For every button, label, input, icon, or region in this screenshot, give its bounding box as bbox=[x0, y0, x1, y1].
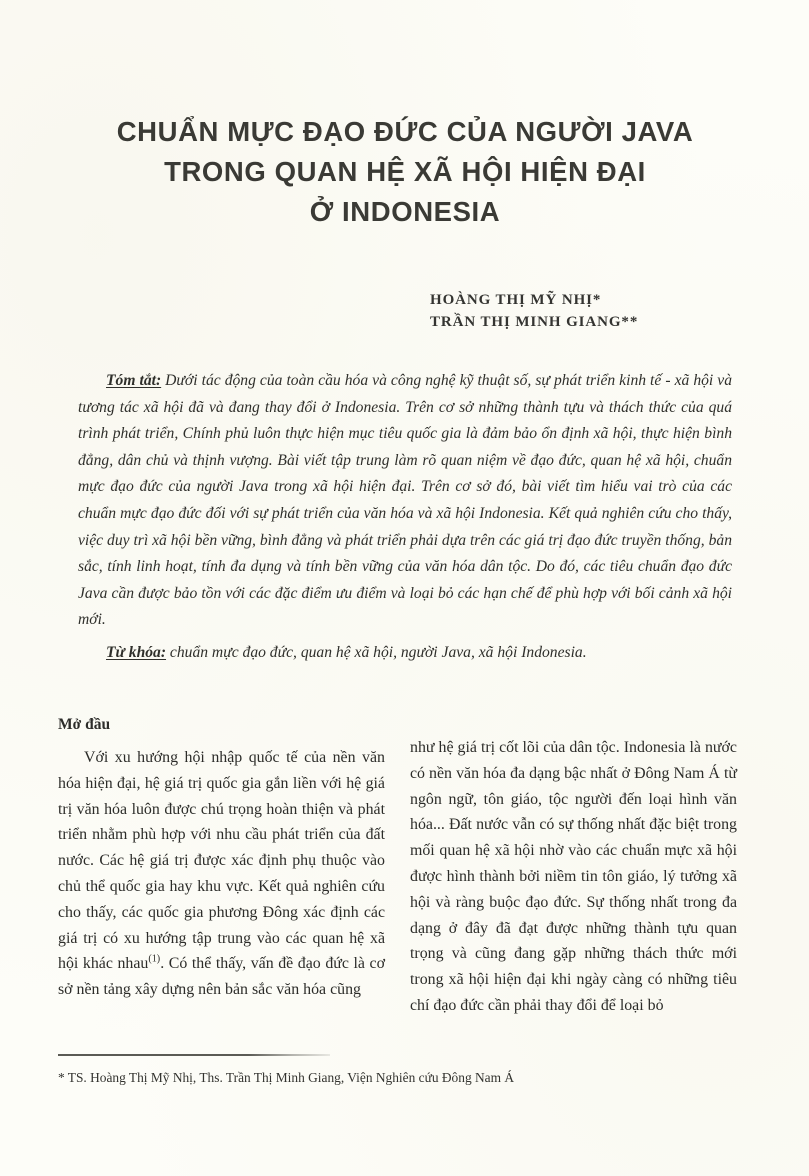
intro-text-part2: . Có thể thấy, vấn đề đạo đức là cơ sở nền tảng xây dựng nên bản sắc văn hóa cũng bbox=[58, 955, 385, 999]
body-column-right bbox=[410, 735, 737, 1019]
title-line-2: TRONG QUAN HỆ XÃ HỘI HIỆN ĐẠI bbox=[164, 156, 646, 187]
intro-paragraph-right: như hệ giá trị cốt lõi của dân tộc. Indonesia là nước có nền văn hóa đa dạng bậc nhất ở Đông Nam Á từ ngôn ngữ, tôn giáo, tộc người đến loại hình văn hóa... Đất nước vẫn có sự thống nhất đặc biệt trong mối quan hệ xã hội nhờ vào các chuẩn mực xã hội được hình thành bởi niềm tin tôn giáo, lý tưởng xã hội và ràng buộc đạo đức. Sự thống nhất trong đa dạng ở đây đã đạt được những thành tựu quan trọng và cũng đang gặp những thách thức mới trong xã hội hiện đại khi ngày càng có những tiêu chí đạo đức cần phải thay đổi để loại bỏ bbox=[410, 739, 737, 1014]
keywords-label: Từ khóa: bbox=[106, 644, 167, 661]
author-block bbox=[430, 289, 760, 333]
title-line-1: CHUẨN MỰC ĐẠO ĐỨC CỦA NGƯỜI JAVA bbox=[116, 116, 694, 147]
section-heading-intro: Mở đầu bbox=[58, 716, 111, 733]
citation-marker: (1) bbox=[148, 954, 161, 966]
author-name-2: TRẦN THỊ MINH GIANG** bbox=[430, 314, 639, 330]
intro-text-part1: Với xu hướng hội nhập quốc tế của nền văn hóa hiện đại, hệ giá trị quốc gia gắn liền với hệ giá trị văn hóa luôn được chú trọng hoàn thiện và phát triển nhằm phù hợp với nhu cầu phát triển của đất nước. Các hệ giá trị được xác định phụ thuộc vào chủ thể quốc gia hay khu vực. Kết quả nghiên cứu cho thấy, các quốc gia phương Đông xác định các giá trị có xu hướng tập trung vào các quan hệ xã hội khác nhau bbox=[58, 749, 385, 973]
author-name-1: HOÀNG THỊ MỸ NHỊ* bbox=[430, 292, 602, 308]
page-title bbox=[55, 112, 755, 232]
footnote-separator bbox=[58, 1054, 330, 1056]
intro-paragraph-left bbox=[58, 745, 385, 1003]
keywords bbox=[78, 640, 732, 667]
footnote-affiliation: * TS. Hoàng Thị Mỹ Nhị, Ths. Trần Thị Minh Giang, Viện Nghiên cứu Đông Nam Á bbox=[58, 1070, 515, 1085]
keywords-text: chuẩn mực đạo đức, quan hệ xã hội, người Java, xã hội Indonesia. bbox=[166, 644, 587, 661]
body-column-left bbox=[58, 713, 385, 1003]
abstract bbox=[78, 368, 732, 634]
title-line-3: Ở INDONESIA bbox=[309, 196, 501, 227]
abstract-label: Tóm tắt: bbox=[106, 372, 162, 389]
abstract-text: Dưới tác động của toàn cầu hóa và công nghệ kỹ thuật số, sự phát triển kinh tế - xã hội và tương tác xã hội đã và đang thay đổi ở Indonesia. Trên cơ sở những thành tựu và thách thức của quá trình phát triển, Chính phủ luôn thực hiện mục tiêu quốc gia là đảm bảo ổn định xã hội, thực hiện bình đẳng, dân chủ và thịnh vượng. Bài viết tập trung làm rõ quan niệm về đạo đức, quan hệ xã hội, chuẩn mực đạo đức của người Java trong xã hội hiện đại. Trên cơ sở đó, bài viết tìm hiểu vai trò của các chuẩn mực đạo đức đối với sự phát triển của văn hóa và xã hội Indonesia. Kết quả nghiên cứu cho thấy, việc duy trì xã hội bền vững, bình đẳng và phát triển phải dựa trên các giá trị đạo đức truyền thống, bản sắc, tính linh hoạt, tính đa dụng và tính bền vững của văn hóa dân tộc. Do đó, các tiêu chuẩn đạo đức Java cần được bảo tồn với các đặc điểm ưu điểm và loại bỏ các hạn chế để phù hợp với bối cảnh xã hội mới. bbox=[78, 372, 732, 629]
